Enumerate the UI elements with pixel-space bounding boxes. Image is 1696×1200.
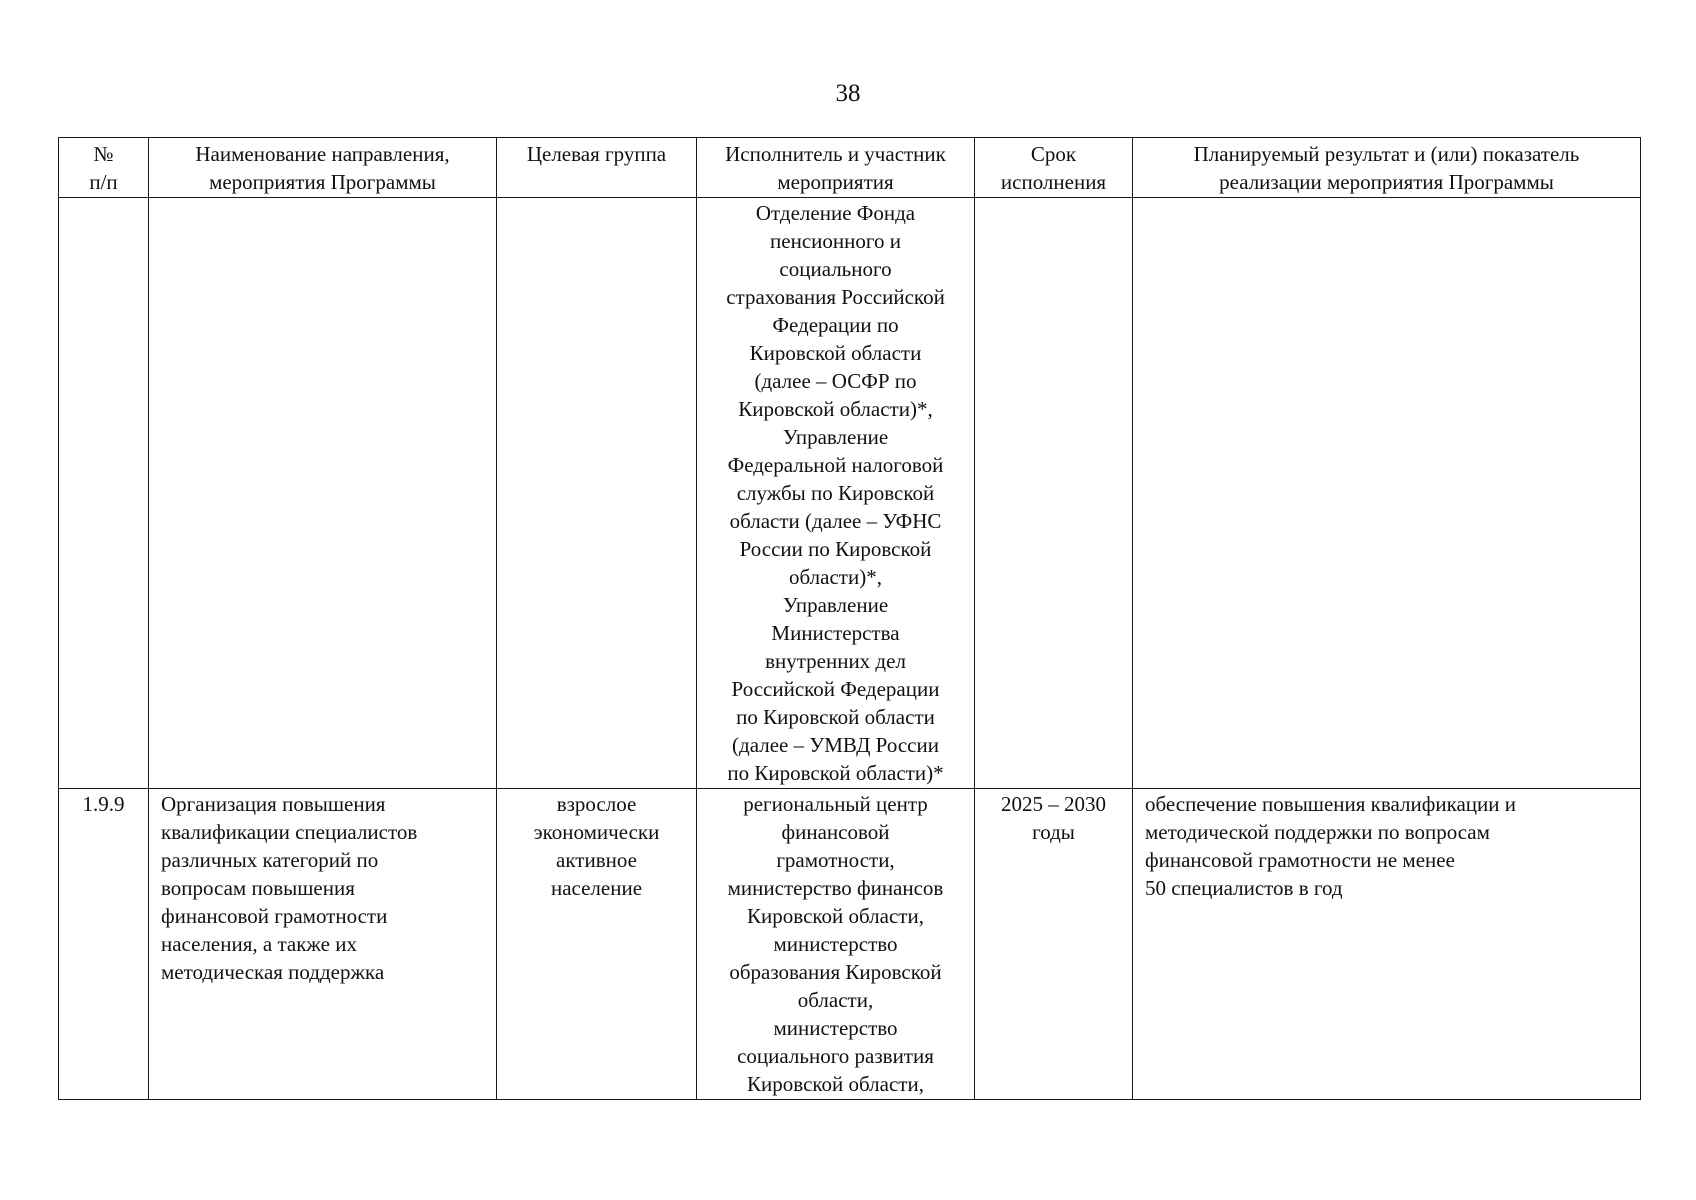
- header-number: № п/п: [59, 138, 149, 198]
- cell-name: Организация повышения квалификации специалистов различных категорий по вопросам повышения финансовой грамотности населения, а также их методическая поддержка: [149, 789, 497, 1100]
- table-row: [59, 789, 1641, 1100]
- header-result: Планируемый результат и (или) показатель реализации мероприятия Программы: [1133, 138, 1641, 198]
- page-number: 38: [835, 80, 861, 107]
- header-target-group: Целевая группа: [497, 138, 697, 198]
- cell-result: [1133, 198, 1641, 789]
- cell-executor: региональный центр финансовой грамотности, министерство финансов Кировской области, министерство образования Кировской области, министерство социального развития Кировской области,: [697, 789, 975, 1100]
- header-term: Срок исполнения: [975, 138, 1133, 198]
- header-executor: Исполнитель и участник мероприятия: [697, 138, 975, 198]
- cell-name: [149, 198, 497, 789]
- cell-target-group: [497, 198, 697, 789]
- cell-target-group: взрослое экономически активное население: [497, 789, 697, 1100]
- cell-number: 1.9.9: [59, 789, 149, 1100]
- cell-number: [59, 198, 149, 789]
- program-table: [58, 137, 1641, 1100]
- cell-term: [975, 198, 1133, 789]
- cell-result: обеспечение повышения квалификации и методической поддержки по вопросам финансовой грамотности не менее 50 специалистов в год: [1133, 789, 1641, 1100]
- table-header-row: [59, 138, 1641, 198]
- header-name: Наименование направления, мероприятия Программы: [149, 138, 497, 198]
- cell-term: 2025 – 2030 годы: [975, 789, 1133, 1100]
- table-row: [59, 198, 1641, 789]
- cell-executor: Отделение Фонда пенсионного и социального страхования Российской Федерации по Кировской области (далее – ОСФР по Кировской области)*, Управление Федеральной налоговой службы по Кировской области (далее – УФНС России по Кировской области)*, Управление Министерства внутренних дел Российской Федерации по Кировской области (далее – УМВД России по Кировской области)*: [697, 198, 975, 789]
